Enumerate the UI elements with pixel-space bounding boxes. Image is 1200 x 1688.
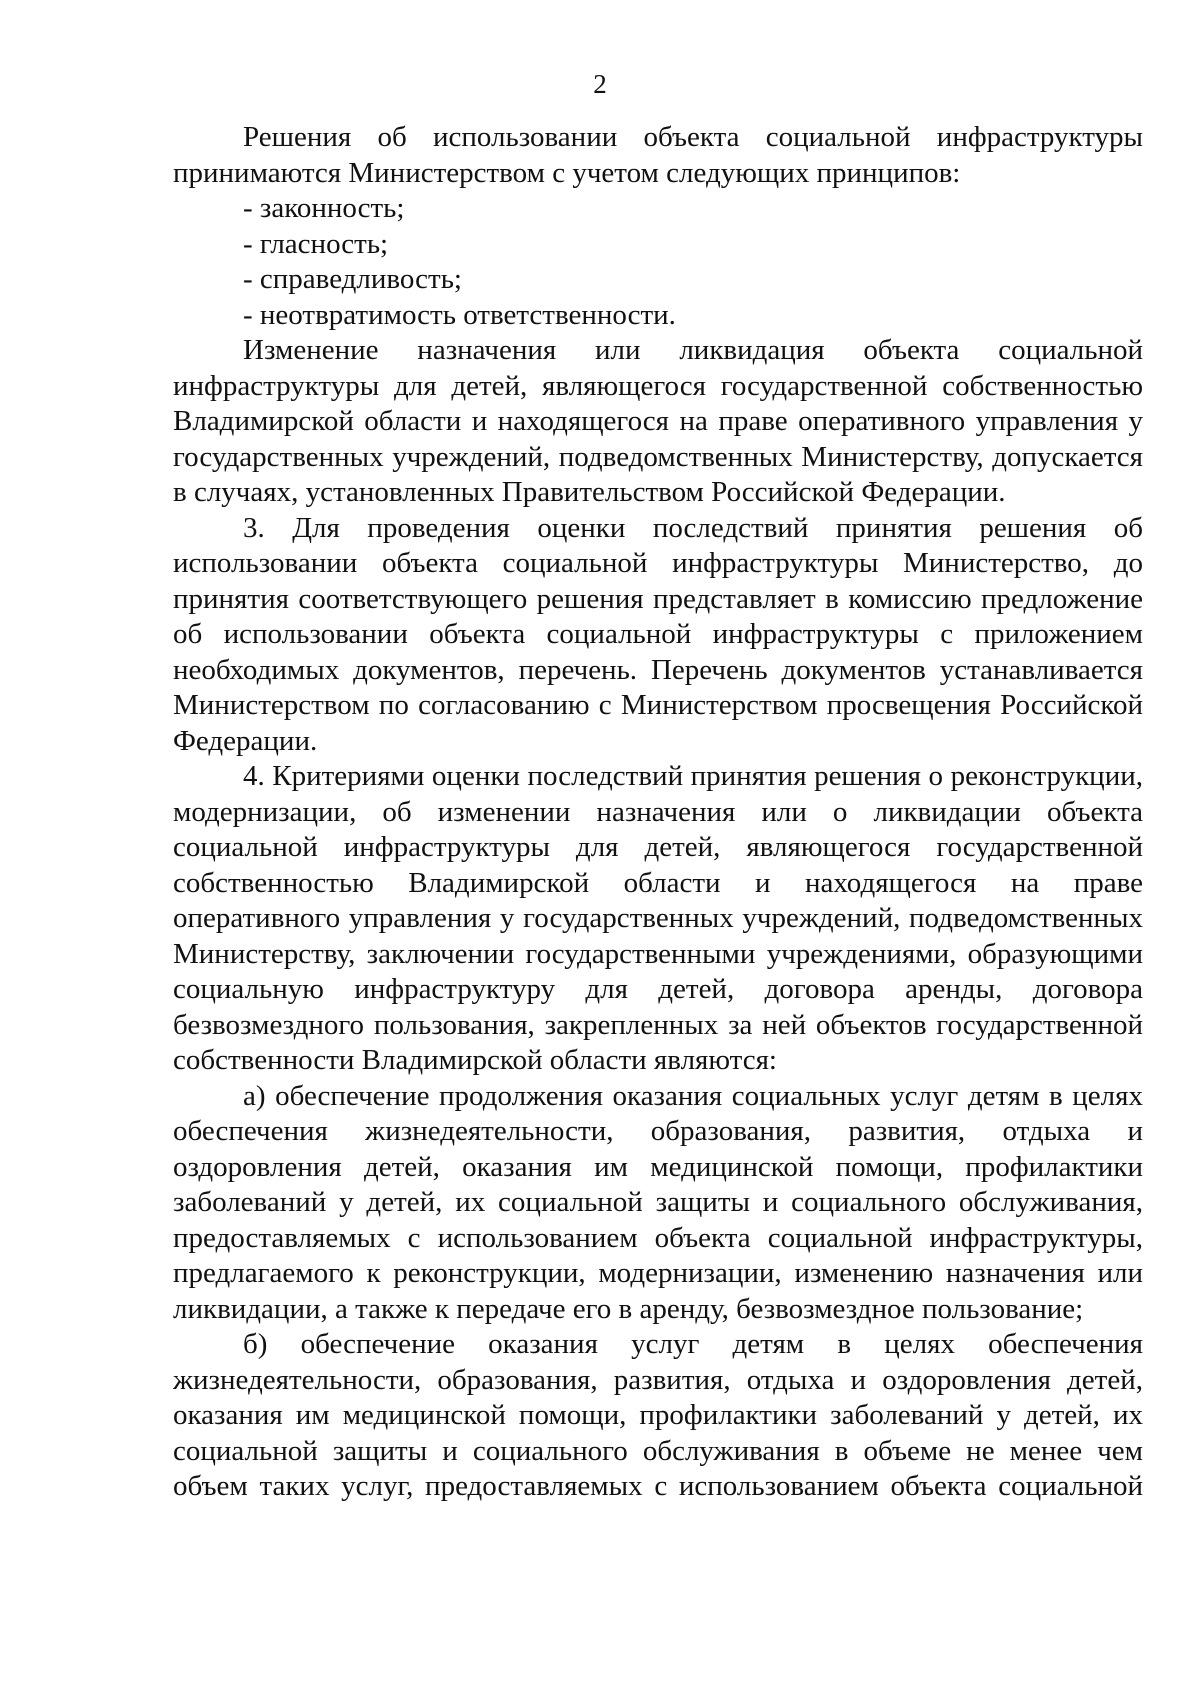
list-item-publicity: - гласность; bbox=[243, 227, 389, 260]
document-body bbox=[173, 120, 1143, 1505]
page-number: 2 bbox=[593, 69, 607, 99]
list-item-inevitability: - неотвратимость ответственности. bbox=[243, 298, 676, 331]
paragraph-item-a: а) обеспечение продолжения оказания социальных услуг детям в целях обеспечения жизнедеятельности, образования, развития, отдыха и оздоровления детей, оказания им медицинской помощи, профилактики заболеваний у детей, их социальной защиты и социального обслуживания, предоставляемых с использованием объекта социальной инфраструктуры, предлагаемого к реконструкции, модернизации, изменению назначения или ликвидации, а также к передаче его в аренду, безвозмездное пользование; bbox=[173, 1079, 1143, 1325]
list-item-legality: - законность; bbox=[243, 192, 405, 224]
list-item-fairness: - справедливость; bbox=[243, 263, 462, 295]
paragraph-decisions-principles: Решения об использовании объекта социальной инфраструктуры принимаются Министерством с учетом следующих принципов: bbox=[173, 121, 1143, 189]
paragraph-change-liquidation: Изменение назначения или ликвидация объекта социальной инфраструктуры для детей, являющегося государственной собственностью Владимирской области и находящегося на праве оперативного управления у государственных учреждений, подведомственных Министерству, допускается в случаях, установленных Правительством Российской Федерации. bbox=[173, 334, 1143, 508]
paragraph-item-b: б) обеспечение оказания услуг детям в целях обеспечения жизнедеятельности, образования, развития, отдыха и оздоровления детей, оказания им медицинской помощи, профилактики заболеваний у детей, их социальной защиты и социального обслуживания в объеме не менее чем объем таких услуг, предоставляемых с использованием объекта социальной bbox=[173, 1328, 1143, 1502]
paragraph-section-3: 3. Для проведения оценки последствий принятия решения об использовании объекта социальной инфраструктуры Министерство, до принятия соответствующего решения представляет в комиссию предложение об использовании объекта социальной инфраструктуры с приложением необходимых документов, перечень. Перечень документов устанавливается Министерством по согласованию с Министерством просвещения Российской Федерации. bbox=[173, 511, 1143, 757]
paragraph-section-4: 4. Критериями оценки последствий принятия решения о реконструкции, модернизации, об изменении назначения или о ликвидации объекта социальной инфраструктуры для детей, являющегося государственной собственностью Владимирской области и находящегося на праве оперативного управления у государственных учреждений, подведомственных Министерству, заключении государственными учреждениями, образующими социальную инфраструктуру для детей, договора аренды, договора безвозмездного пользования, закрепленных за ней объектов государственной собственности Владимирской области являются: bbox=[173, 760, 1143, 1076]
